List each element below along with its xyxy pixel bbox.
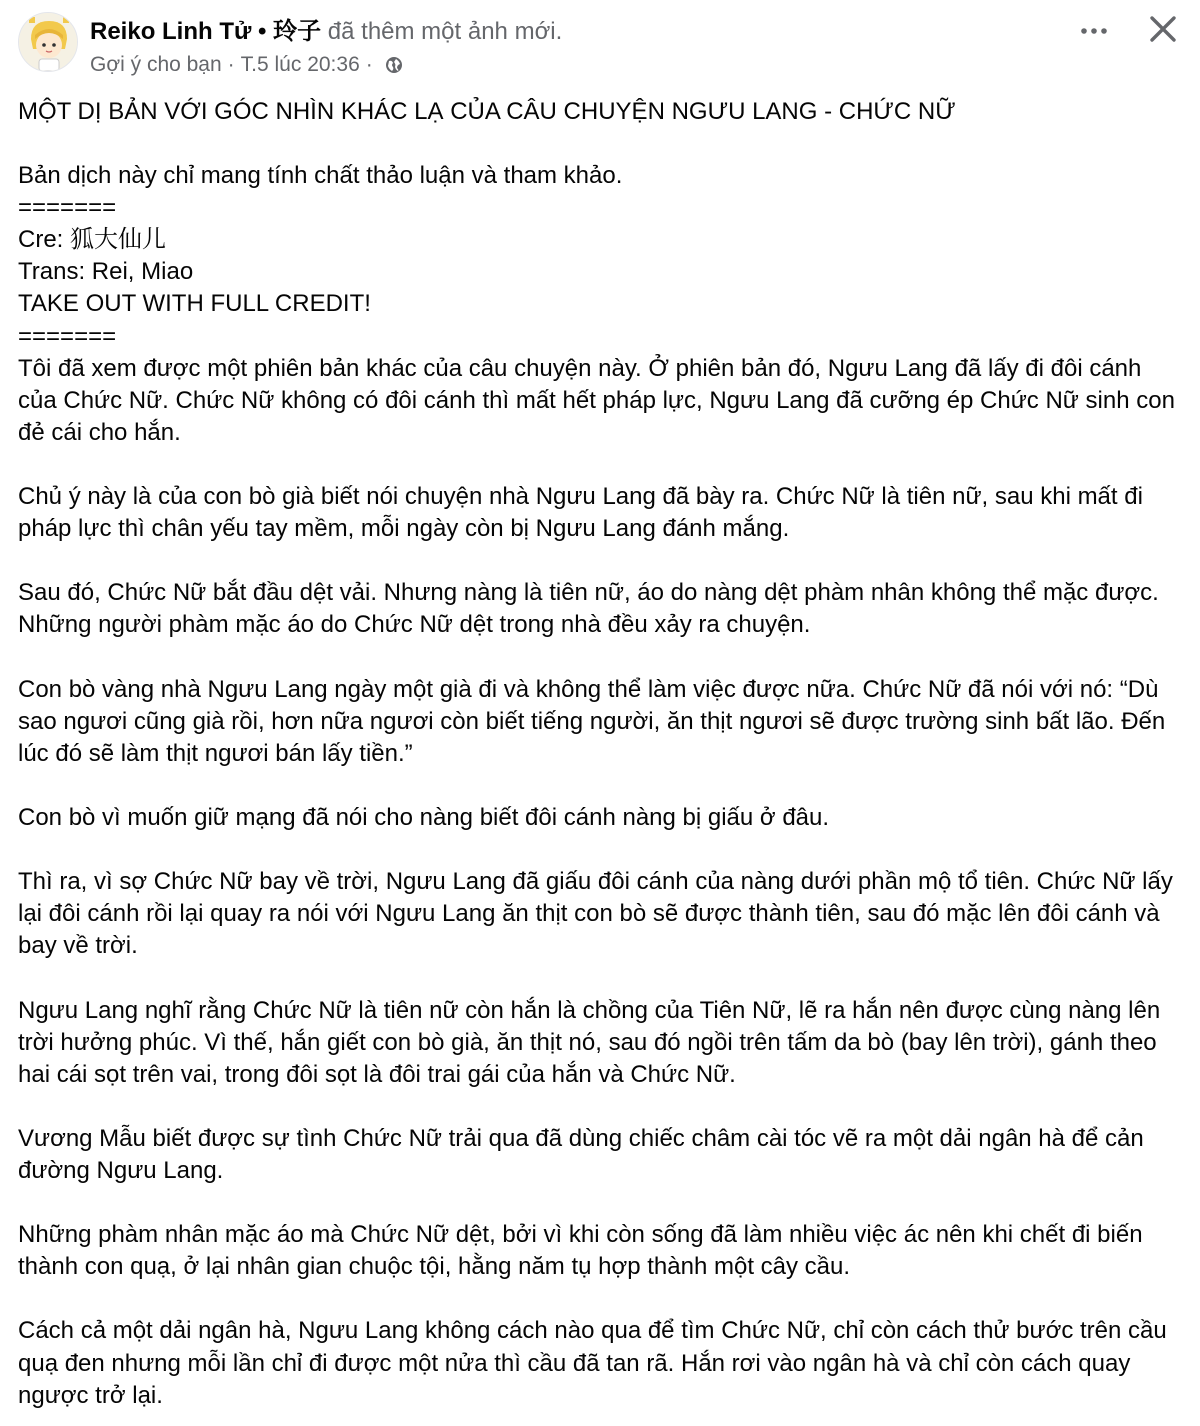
- post-action-text: đã thêm một ảnh mới.: [327, 18, 563, 45]
- avatar[interactable]: [18, 12, 78, 72]
- post-timestamp[interactable]: T.5 lúc 20:36: [240, 53, 360, 76]
- more-options-icon[interactable]: [1076, 16, 1112, 46]
- close-icon[interactable]: [1146, 12, 1180, 46]
- translator-line: Trans: Rei, Miao: [18, 258, 194, 286]
- globe-icon[interactable]: [385, 56, 403, 74]
- meta-separator: ·: [227, 53, 235, 76]
- paragraph-gap: [18, 1283, 1182, 1315]
- paragraph-gap: [18, 545, 1182, 577]
- paragraph-6: Thì ra, vì sợ Chức Nữ bay về trời, Ngưu Lang đã giấu đôi cánh của nàng dưới phần mộ tổ tiên. Chức Nữ lấy lại đôi cánh rồi lại quay ra nói với Ngưu Lang ăn thịt con bò sẽ được thành tiên, sau đó mặc lên đôi cánh và bay về trời.: [18, 868, 1173, 960]
- suggestion-label: Gợi ý cho bạn: [90, 53, 222, 76]
- meta-separator-2: ·: [365, 53, 373, 76]
- paragraph-3: Sau đó, Chức Nữ bắt đầu dệt vải. Nhưng nàng là tiên nữ, áo do nàng dệt phàm nhân không thể mặc được. Những người phàm mặc áo do Chức Nữ dệt trong nhà đều xảy ra chuyện.: [18, 579, 1159, 639]
- divider-top: =======: [18, 194, 117, 222]
- post-meta: [90, 52, 403, 78]
- paragraph-10: Cách cả một dải ngân hà, Ngưu Lang không cách nào qua để tìm Chức Nữ, chỉ còn cách thử bước trên cầu quạ đen nhưng mỗi lần chỉ đi được một nửa thì cầu đã tan rã. Hắn rơi vào ngân hà và chỉ còn cách quay ngược trở lại.: [18, 1317, 1167, 1409]
- paragraph-gap: [18, 770, 1182, 802]
- paragraph-4: Con bò vàng nhà Ngưu Lang ngày một già đi và không thể làm việc được nữa. Chức Nữ đã nói với nó: “Dù sao ngươi cũng già rồi, hơn nữa ngươi còn biết tiếng người, ăn thịt ngươi sẽ được trường sinh bất lão. Đến lúc đó sẽ làm thịt ngươi bán lấy tiền.”: [18, 675, 1166, 767]
- take-out-line: TAKE OUT WITH FULL CREDIT!: [18, 290, 371, 318]
- paragraph-gap: [18, 1091, 1182, 1123]
- intro-line: Bản dịch này chỉ mang tính chất thảo luận và tham khảo.: [18, 162, 623, 190]
- paragraph-gap: [18, 962, 1182, 994]
- post-header: [18, 12, 1182, 82]
- divider-bottom: =======: [18, 322, 117, 350]
- paragraph-gap: [18, 1187, 1182, 1219]
- paragraph-5: Con bò vì muốn giữ mạng đã nói cho nàng biết đôi cánh nàng bị giấu ở đâu.: [18, 803, 830, 831]
- paragraph-gap: [18, 834, 1182, 866]
- paragraph-2: Chủ ý này là của con bò già biết nói chuyện nhà Ngưu Lang đã bày ra. Chức Nữ là tiên nữ, sau khi mất đi pháp lực thì chân yếu tay mềm, mỗi ngày còn bị Ngưu Lang đánh mắng.: [18, 483, 1143, 543]
- author-line: [90, 18, 562, 46]
- paragraph-8: Vương Mẫu biết được sự tình Chức Nữ trải qua đã dùng chiếc châm cài tóc vẽ ra một dải ngân hà để cản đường Ngưu Lang.: [18, 1124, 1144, 1184]
- author-name[interactable]: Reiko Linh Tử • 玲子: [90, 18, 322, 45]
- credit-line: Cre: 狐大仙儿: [18, 226, 167, 254]
- paragraph-1: Tôi đã xem được một phiên bản khác của câu chuyện này. Ở phiên bản đó, Ngưu Lang đã lấy đi đôi cánh của Chức Nữ. Chức Nữ không có đôi cánh thì mất hết pháp lực, Ngưu Lang đã cưỡng ép Chức Nữ sinh con đẻ cái cho hắn.: [18, 354, 1175, 446]
- paragraph-9: Những phàm nhân mặc áo mà Chức Nữ dệt, bởi vì khi còn sống đã làm nhiều việc ác nên khi chết đi biến thành con quạ, ở lại nhân gian chuộc tội, hằng năm tụ hợp thành một cây cầu.: [18, 1221, 1143, 1281]
- paragraph-7: Ngưu Lang nghĩ rằng Chức Nữ là tiên nữ còn hắn là chồng của Tiên Nữ, lẽ ra hắn nên được cùng nàng lên trời hưởng phúc. Vì thế, hắn giết con bò già, ăn thịt nó, sau đó ngồi trên tấm da bò (bay lên trời), gánh theo hai cái sọt trên vai, trong đôi sọt là đôi trai gái của hắn và Chức Nữ.: [18, 996, 1161, 1088]
- paragraph-gap: [18, 642, 1182, 674]
- post-title: MỘT DỊ BẢN VỚI GÓC NHÌN KHÁC LẠ CỦA CÂU CHUYỆN NGƯU LANG - CHỨC NỮ: [18, 98, 956, 125]
- avatar-illustration-icon: [19, 13, 78, 72]
- paragraph-gap: [18, 449, 1182, 481]
- post-body: [18, 96, 1182, 1412]
